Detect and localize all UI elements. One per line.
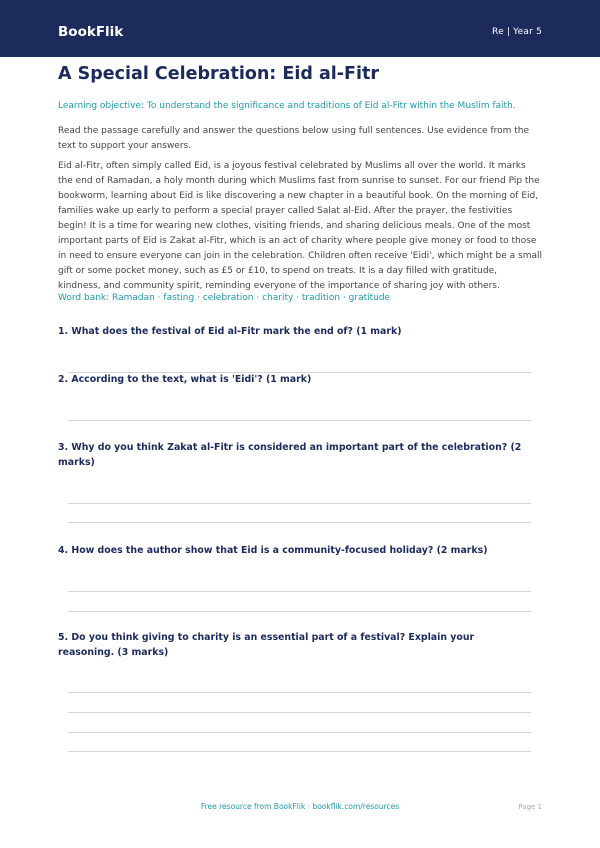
answer-line[interactable] [68,420,531,421]
answer-line[interactable] [68,751,531,752]
answer-line[interactable] [68,611,531,612]
answer-line[interactable] [68,712,531,713]
footer-link[interactable]: Free resource from BookFlik · bookflik.com/resources [200,802,400,811]
page-title: A Special Celebration: Eid al-Fitr [58,64,379,84]
question-4: 4. How does the author show that Eid is a community-focused holiday? (2 marks) [58,545,488,556]
question-2: 2. According to the text, what is 'Eidi'? (1 mark) [58,374,312,385]
answer-line[interactable] [68,522,531,523]
learning-objective: Learning objective: To understand the significance and traditions of Eid al-Fitr within the Muslim faith. [58,101,516,111]
brand-logo[interactable]: BookFlik [58,24,124,40]
answer-line[interactable] [68,591,531,592]
word-bank: Word bank: Ramadan · fasting · celebration · charity · tradition · gratitude [58,293,391,303]
question-5: 5. Do you think giving to charity is an essential part of a festival? Explain your reasoning. (3 marks) [58,632,475,658]
page-number: Page 1 [518,803,542,811]
answer-line[interactable] [68,503,531,504]
question-3: 3. Why do you think Zakat al-Fitr is considered an important part of the celebration? (2 marks) [58,442,522,468]
answer-line[interactable] [68,732,531,733]
answer-line[interactable] [68,692,531,693]
reading-passage: Eid al-Fitr, often simply called Eid, is a joyous festival celebrated by Muslims all over the world. It marks the end of Ramadan, a holy month during which Muslims fast from sunrise to sunset. For our friend Pip the bookworm, learning about Eid is like discovering a new chapter in a beautiful book. On the morning of Eid, families wake up early to perform a special prayer called Salat al-Eid. After the prayer, the festivities begin! It is a time for wearing new clothes, visiting friends, and sharing delicious meals. One of the most important parts of Eid is Zakat al-Fitr, which is an act of charity where people give money or food to those in need to ensure everyone can join in the celebration. Children often receive 'Eidi', which might be a small gift or some pocket money, such as £5 or £10, to spend on treats. It is a day filled with gratitude, kindness, and community spirit, reminding everyone of the importance of sharing joy with others. [58,161,542,291]
header-bar [0,0,600,57]
subject-year-label: Re | Year 5 [492,27,542,37]
question-1: 1. What does the festival of Eid al-Fitr mark the end of? (1 mark) [58,326,402,337]
instructions-text: Read the passage carefully and answer the questions below using full sentences. Use evidence from the text to support your answers. [58,126,530,151]
